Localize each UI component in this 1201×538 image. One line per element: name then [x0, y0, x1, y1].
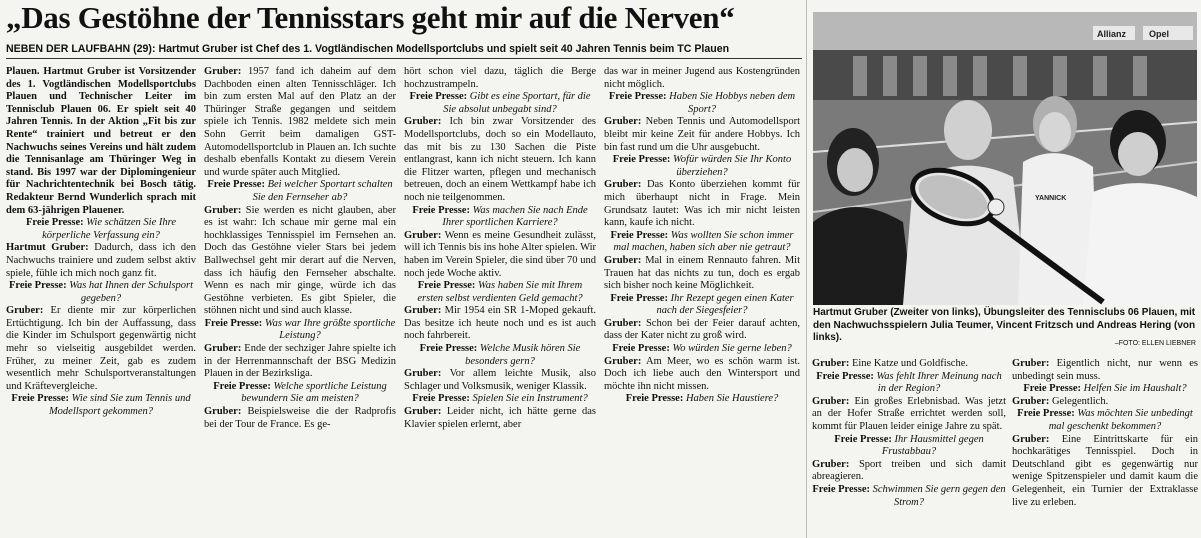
interview-question	[6, 280, 196, 305]
continued-text: das war in meiner Jugend aus Kostengründen nicht möglich.	[604, 66, 800, 90]
question-speaker: Freie Presse:	[816, 370, 874, 382]
answer-speaker: Gruber:	[604, 254, 642, 266]
question-text: Gibt es eine Sportart, für die Sie absolut unbegabt sind?	[443, 91, 591, 115]
tennis-group-photo	[813, 12, 1197, 305]
question-text: Spielen Sie ein Instrument?	[472, 393, 588, 405]
column-4	[604, 66, 800, 536]
headline-rule	[6, 58, 802, 59]
answer-text: Mal in einem Rennauto fahren. Mit Trauen hat das nichts zu tun, doch es ergab sich bisher noch keine Möglichkeit.	[604, 254, 800, 292]
question-speaker: Freie Presse:	[213, 380, 271, 392]
interview-question	[204, 318, 396, 343]
photo-banner-1: Allianz	[1097, 29, 1127, 39]
question-speaker: Freie Presse:	[1017, 408, 1075, 420]
answer-text: Eine Eintrittskarte für ein hochkarätiges Tennisspiel. Doch in Deutschland gibt es gegenwärtig nur wenige Spitzenspieler und damit kaum die Gelegenheit, ein Turnier der Extraklasse live zu erleben.	[1012, 433, 1198, 508]
answer-text: Sie werden es nicht glauben, aber es ist wahr: Ich schaue mir gerne mal ein hochklassiges Tennisspiel im Fernsehen an. Doch das Gestöhne vieler Stars bei jedem Ballwechsel geht mir derart auf die Nerven, dass ich häufig den Fernseher abschalte. Wenn es nach mir ginge, würde ich das Gestöhne verbieten. Es gibt Spieler, die stöhnen nicht und sind auch klasse.	[204, 204, 396, 317]
interview-question	[1012, 383, 1198, 396]
question-text: Was möchten Sie unbedingt mal geschenkt bekommen?	[1048, 408, 1193, 432]
answer-speaker: Gruber:	[204, 406, 242, 418]
subline-text: Hartmut Gruber ist Chef des 1. Vogtländischen Modellsportclubs und spielt seit 40 Jahren Tennis beim TC Plauen	[158, 43, 730, 55]
column-1	[6, 66, 196, 536]
question-speaker: Freie Presse:	[417, 280, 476, 292]
interview-answer	[604, 356, 800, 394]
interview-question	[404, 343, 596, 368]
answer-text: Vor allem leichte Musik, also Schlager und Volksmusik, weniger Klassik.	[404, 368, 596, 392]
answer-speaker: Gruber:	[604, 179, 642, 191]
question-speaker: Freie Presse:	[610, 292, 668, 304]
answer-text: Ein großes Erlebnisbad. Was jetzt an der Hofer Straße errichtet werden soll, kommt für Plauen leider einige Jahre zu spät.	[812, 395, 1006, 432]
interview-answer	[404, 116, 596, 204]
interview-question	[812, 434, 1006, 459]
answer-speaker: Gruber:	[812, 395, 850, 407]
question-text: Was wollten Sie schon immer mal machen, haben sich aber nie getraut?	[613, 229, 794, 254]
interview-answer	[1012, 396, 1198, 409]
interview-question	[812, 484, 1006, 509]
answer-speaker: Gruber:	[204, 204, 242, 216]
answer-text: Eigentlich nicht, nur wenn es unbedingt sein muss.	[1012, 358, 1198, 382]
interview-answer	[604, 255, 800, 293]
interview-answer	[6, 305, 196, 393]
col1-body	[6, 217, 196, 419]
continued-text: hört schon viel dazu, täglich die Berge hochzustrampeln.	[404, 66, 596, 90]
answer-speaker: Gruber:	[404, 406, 442, 418]
interview-question	[6, 217, 196, 242]
question-text: Haben Sie Haustiere?	[685, 393, 779, 405]
interview-question	[604, 154, 800, 179]
interview-answer	[204, 66, 396, 179]
answer-speaker: Gruber:	[404, 229, 442, 241]
answer-text: Er diente mir zur körperlichen Ertüchtigung. Ich bin der Auffassung, dass die Kinder im Schulsport gegenwärtig nicht mehr so vielseitig ausgebildet werden. Früher, zu meiner Zeit, gab es zudem wesentlich mehr Schulsportveranstaltungen und Kräftevergleiche.	[6, 305, 196, 392]
interview-answer	[812, 459, 1006, 484]
interview-answer	[812, 396, 1006, 434]
interview-answer	[6, 242, 196, 280]
question-text: Welche Musik hören Sie besonders gern?	[465, 343, 581, 367]
question-speaker: Freie Presse:	[612, 154, 671, 166]
question-speaker: Freie Presse:	[612, 343, 670, 355]
question-text: Ihr Hausmittel gegen Frustabbau?	[881, 433, 984, 458]
interview-answer	[604, 116, 800, 154]
answer-text: Ende der sechziger Jahre spielte ich in der Herrenmannschaft der BSG Medizin Plauen in der Bezirksliga.	[204, 343, 396, 380]
interview-question	[204, 381, 396, 406]
question-speaker: Freie Presse:	[412, 204, 470, 216]
answer-text: Eine Katze und Goldfische.	[851, 358, 968, 369]
photo-caption: Hartmut Gruber (Zweiter von links), Übungsleiter des Tennisclubs 06 Plauen, mit den Nachwuchsspielern Julia Teumer, Vincent Fritzsch und Andreas Hering (von links).	[813, 307, 1196, 343]
interview-answer	[604, 318, 800, 343]
answer-text: Mir 1954 ein SR 1-Moped gekauft. Das besitze ich heute noch und es ist auch noch fahrbereit.	[404, 305, 596, 342]
column-3	[404, 66, 596, 536]
question-text: Welche sportliche Leistung bewundern Sie am meisten?	[241, 380, 387, 405]
answer-speaker: Gruber:	[812, 458, 850, 470]
photo-credit: –FOTO: ELLEN LIEBNER	[1114, 340, 1196, 347]
question-text: Was fehlt Ihrer Meinung nach in der Region?	[876, 370, 1002, 395]
question-text: Wie sind Sie zum Tennis und Modellsport gekommen?	[48, 393, 191, 418]
shirt-text: YANNICK	[1035, 195, 1067, 202]
interview-question	[404, 393, 596, 406]
question-speaker: Freie Presse:	[812, 483, 871, 495]
question-speaker: Freie Presse:	[412, 393, 470, 405]
answer-text: Am Meer, wo es schön warm ist. Doch ich liebe auch den Wintersport und möchte ihn nicht missen.	[604, 355, 800, 392]
answer-speaker: Gruber:	[404, 368, 442, 380]
question-text: Ihr Rezept gegen einen Kater nach der Siegesfeier?	[656, 292, 794, 317]
question-speaker: Freie Presse:	[26, 217, 84, 229]
interview-question	[404, 205, 596, 230]
question-speaker: Freie Presse:	[419, 343, 478, 355]
answer-speaker: Gruber:	[6, 305, 44, 317]
kicker: NEBEN DER LAUFBAHN (29):	[6, 43, 156, 55]
answer-speaker: Hartmut Gruber:	[6, 242, 89, 254]
column-2	[204, 66, 396, 536]
question-text: Helfen Sie im Haushalt?	[1083, 383, 1187, 395]
interview-answer	[604, 179, 800, 229]
photo-banner-2: Opel	[1149, 29, 1170, 39]
answer-speaker: Gruber:	[204, 66, 242, 77]
question-speaker: Freie Presse:	[409, 91, 468, 103]
question-text: Was hat Ihnen der Schulsport gegeben?	[69, 280, 194, 304]
interview-question	[604, 91, 800, 116]
answer-speaker: Gruber:	[812, 358, 850, 369]
interview-question	[404, 91, 596, 116]
question-text: Wofür würden Sie Ihr Konto überziehen?	[673, 154, 792, 178]
question-text: Wo würden Sie gerne leben?	[672, 343, 792, 355]
answer-speaker: Gruber:	[404, 305, 442, 317]
question-text: Bei welcher Sportart schalten Sie den Fernseher ab?	[252, 179, 393, 203]
question-speaker: Freie Presse:	[1023, 383, 1082, 395]
answer-text: Ich bin zwar Vorsitzender des Modellsportclubs, doch so ein Modellauto, das mit bis zu 130 Sachen die Piste entlangrast, kann ich nicht steuern. Ich kann die Flitzer warten, pflegen und mechanisch betreuen, doch an einem Wettkampf habe ich noch nie teilgenommen.	[404, 116, 596, 203]
answer-speaker: Gruber:	[604, 355, 642, 367]
question-speaker: Freie Presse:	[8, 280, 67, 292]
question-text: Was machen Sie nach Ende Ihrer sportlichen Karriere?	[442, 204, 588, 229]
answer-text: Neben Tennis und Automodellsport bleibt mir keine Zeit für andere Hobbys. Ich bin fast rund um die Uhr ausgebucht.	[604, 116, 800, 153]
answer-text: Beispielsweise die der Radprofis bei der Tour de France. Es ge-	[204, 406, 396, 430]
interview-question	[604, 293, 800, 318]
question-text: Was war Ihre größte sportliche Leistung?	[264, 317, 396, 342]
interview-answer	[204, 205, 396, 318]
interview-answer	[404, 406, 596, 431]
question-text: Was haben Sie mit Ihrem ersten selbst verdienten Geld gemacht?	[417, 280, 583, 304]
answer-speaker: Gruber:	[604, 317, 642, 329]
column-6	[1012, 358, 1198, 536]
headline: „Das Gestöhne der Tennisstars geht mir auf die Nerven“	[6, 0, 735, 35]
interview-question	[604, 230, 800, 255]
interview-answer	[1012, 358, 1198, 383]
answer-speaker: Gruber:	[404, 116, 442, 128]
answer-text: Das Konto überziehen kommt für mich überhaupt nicht in Frage. Mein Grundsatz lautet: Was ich mir nicht leisten kann, kaufe ich nicht.	[604, 179, 800, 229]
interview-question	[204, 179, 396, 204]
question-text: Schwimmen Sie gern gegen den Strom?	[872, 483, 1006, 508]
interview-answer	[204, 406, 396, 431]
question-speaker: Freie Presse:	[834, 433, 892, 445]
answer-text: Gelegentlich.	[1051, 395, 1109, 407]
question-text: Wie schätzen Sie Ihre körperliche Verfassung ein?	[42, 217, 176, 241]
subline	[6, 42, 806, 56]
column-5	[812, 358, 1006, 536]
question-text: Haben Sie Hobbys neben dem Sport?	[669, 91, 796, 115]
answer-speaker: Gruber:	[604, 116, 642, 128]
answer-text: Schon bei der Feier darauf achten, dass der Kater nicht zu groß wird.	[604, 317, 800, 342]
answer-text: Wenn es meine Gesundheit zulässt, will ich Tennis bis ins hohe Alter spielen. Wir haben im Verein Spieler, die sind über 70 und noch jede Woche aktiv.	[404, 229, 596, 279]
question-speaker: Freie Presse:	[610, 229, 669, 241]
answer-text: Leider nicht, ich hätte gerne das Klavier spielen erlernt, aber	[404, 406, 596, 430]
answer-text: Sport treiben und sich damit abreagieren.	[812, 458, 1006, 483]
question-speaker: Freie Presse:	[11, 393, 70, 405]
interview-question	[604, 393, 800, 406]
interview-question	[812, 371, 1006, 396]
interview-question	[404, 280, 596, 305]
answer-speaker: Gruber:	[1012, 395, 1050, 407]
interview-answer	[1012, 434, 1198, 510]
answer-speaker: Gruber:	[1012, 433, 1050, 445]
interview-question	[604, 343, 800, 356]
question-speaker: Freie Presse:	[625, 393, 684, 405]
page-divider	[806, 0, 807, 538]
lead-paragraph: Plauen. Hartmut Gruber ist Vorsitzender des 1. Vogtländischen Modellsportclubs Plauen und Technischer Leiter im Tennisclub Plauen 06. Er spielt seit 40 Jahren Tennis. In der Aktion „Fit bis zur Rente“ trainiert und betreut er den Nachwuchs seines Vereins und hält zudem die Tennisanlage am Thüringer Weg in stand. Bis 1997 war der Diplomingenieur für Nachrichtentechnik bei Bosch tätig. Redakteur Bernd Wunderlich sprach mit dem 63-jährigen Plauener.	[6, 66, 196, 216]
question-speaker: Freie Presse:	[204, 317, 263, 329]
answer-speaker: Gruber:	[1012, 358, 1050, 369]
interview-answer	[404, 368, 596, 393]
interview-answer	[404, 305, 596, 343]
interview-answer	[204, 343, 396, 381]
answer-speaker: Gruber:	[204, 343, 242, 355]
answer-text: 1957 fand ich daheim auf dem Dachboden einen alten Tennisschläger. Ich bin zum ersten Mal auf den Platz an der Thüringer Straße gegangen und seitdem spiele ich Tennis. 1982 meldete sich mein Sohn Gerrit beim damaligen GST-Automodellsportclub in Plauen an. Ich suchte deshalb ebenfalls Kontakt zu diesem Verein und wurde später auch Mitglied.	[204, 66, 396, 178]
interview-question	[6, 393, 196, 418]
interview-question	[1012, 408, 1198, 433]
question-speaker: Freie Presse:	[608, 91, 667, 103]
answer-text: Dadurch, dass ich den Nachwuchs trainiere und zudem selbst aktiv spiele, fühle ich mich noch ganz fit.	[6, 242, 196, 279]
interview-answer	[404, 230, 596, 280]
question-speaker: Freie Presse:	[207, 179, 265, 191]
interview-answer	[812, 358, 1006, 371]
